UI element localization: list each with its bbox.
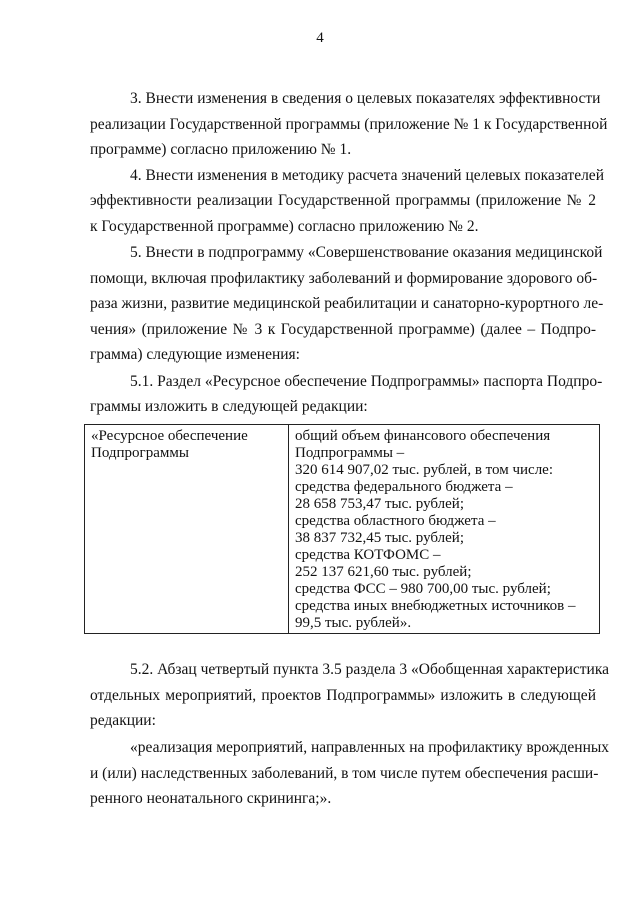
quote-line: ренного неонатального скрининга;». — [90, 790, 332, 807]
table-left-line: «Ресурсное обеспечение — [91, 428, 248, 444]
item5-2-line: отдельных мероприятий, проектов Подпрограммы» изложить в следующей — [90, 687, 596, 704]
table-right-line: 99,5 тыс. рублей». — [295, 615, 412, 631]
page-number: 4 — [316, 30, 324, 46]
table-right-line: средства областного бюджета – — [295, 513, 496, 529]
table-right-line: 320 614 907,02 тыс. рублей, в том числе: — [295, 462, 554, 478]
item3-line: программе) согласно приложению № 1. — [90, 141, 352, 158]
item5-line: помощи, включая профилактику заболеваний и формирование здорового об- — [90, 270, 598, 287]
item4-line: эффективности реализации Государственной программы (приложение № 2 — [90, 192, 596, 209]
item4-line: к Государственной программе) согласно приложению № 2. — [90, 218, 479, 235]
table-right-line: Подпрограммы – — [295, 445, 405, 461]
table-right-line: 28 658 753,47 тыс. рублей; — [295, 496, 464, 512]
item5-line: грамма) следующие изменения: — [90, 346, 300, 363]
table-right-line: средства федерального бюджета – — [295, 479, 513, 495]
table-right-line: общий объем финансового обеспечения — [295, 428, 551, 444]
table-column-divider — [288, 425, 289, 633]
item5-line: чения» (приложение № 3 к Государственной программе) (далее – Подпро- — [90, 321, 596, 338]
table-right-line: средства иных внебюджетных источников – — [295, 598, 576, 614]
item5-2-line: редакции: — [90, 712, 156, 729]
item4-line: 4. Внести изменения в методику расчета значений целевых показателей — [130, 167, 604, 184]
table-right-line: 252 137 621,60 тыс. рублей; — [295, 564, 472, 580]
resource-table — [84, 424, 600, 634]
item3-line: 3. Внести изменения в сведения о целевых показателях эффективности — [130, 90, 601, 107]
item5-line: 5. Внести в подпрограмму «Совершенствование оказания медицинской — [130, 244, 603, 261]
item5-1-line: граммы изложить в следующей редакции: — [90, 398, 368, 415]
item5-line: раза жизни, развитие медицинской реабилитации и санаторно-курортного ле- — [90, 295, 604, 312]
quote-line: и (или) наследственных заболеваний, в том числе путем обеспечения расши- — [90, 765, 599, 782]
item3-line: реализации Государственной программы (приложение № 1 к Государственной — [90, 116, 608, 133]
table-right-line: средства ФСС – 980 700,00 тыс. рублей; — [295, 581, 551, 597]
item5-1-line: 5.1. Раздел «Ресурсное обеспечение Подпрограммы» паспорта Подпро- — [130, 373, 603, 390]
item5-2-line: 5.2. Абзац четвертый пункта 3.5 раздела 3 «Обобщенная характеристика — [130, 661, 609, 678]
table-right-line: средства КОТФОМС – — [295, 547, 441, 563]
quote-line: «реализация мероприятий, направленных на профилактику врожденных — [130, 739, 610, 756]
table-left-line: Подпрограммы — [91, 445, 189, 461]
table-right-line: 38 837 732,45 тыс. рублей; — [295, 530, 464, 546]
